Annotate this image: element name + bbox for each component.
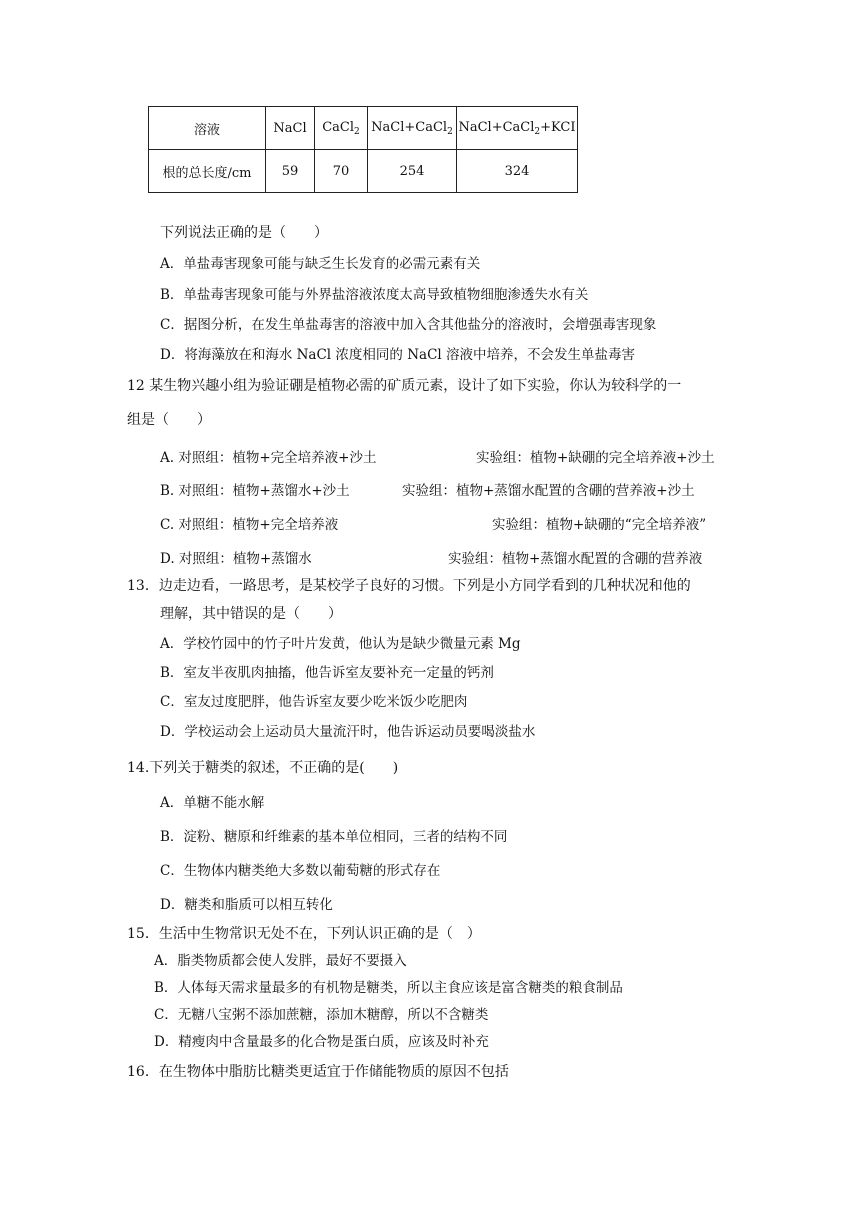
table-header-nacl-cacl2-kcl: NaCl+CaCl$_2$+KCI — [457, 107, 578, 150]
table-header-nacl: NaCl — [266, 107, 315, 150]
q13-stem-line1: 13．边走边看，一路思考，是某校学子良好的习惯。下列是小方同学看到的几种状况和他的 — [127, 578, 691, 594]
table-cell: 59 — [266, 150, 315, 193]
table-row-label: 根的总长度/cm — [149, 150, 266, 193]
table-header-nacl-cacl2: NaCl+CaCl$_2$ — [368, 107, 457, 150]
table-cell: 70 — [315, 150, 368, 193]
q15-option-c: C．无糖八宝粥不添加蔗糖，添加木糖醇，所以不含糖类 — [154, 1007, 489, 1023]
q12-option-d-experiment: 实验组：植物+蒸馏水配置的含硼的营养液 — [448, 551, 703, 567]
q12-option-a-control: A. 对照组：植物+完全培养液+沙土 — [160, 450, 377, 466]
q14-option-a: A．单糖不能水解 — [160, 795, 265, 811]
table-cell: 254 — [368, 150, 457, 193]
q12-option-c-control: C. 对照组：植物+完全培养液 — [160, 517, 339, 533]
q15-stem: 15．生活中生物常识无处不在，下列认识正确的是（ ） — [127, 926, 481, 942]
q13-option-b: B．室友半夜肌肉抽搐，他告诉室友要补充一定量的钙剂 — [160, 665, 494, 681]
q14-option-d: D．糖类和脂质可以相互转化 — [160, 897, 333, 913]
q16-stem: 16．在生物体中脂肪比糖类更适宜于作储能物质的原因不包括 — [127, 1064, 509, 1080]
q14-stem: 14.下列关于糖类的叙述，不正确的是( ) — [127, 760, 399, 776]
q13-option-a: A．学校竹园中的竹子叶片发黄，他认为是缺少微量元素 Mg — [160, 636, 521, 652]
q12-option-c-experiment: 实验组：植物+缺硼的“完全培养液” — [492, 517, 707, 533]
q11-option-b: B．单盐毒害现象可能与外界盐溶液浓度太高导致植物细胞渗透失水有关 — [160, 287, 589, 303]
table-header-label: 溶液 — [149, 107, 266, 150]
q12-stem-line1: 12 某生物兴趣小组为验证硼是植物必需的矿质元素，设计了如下实验，你认为较科学的一 — [127, 378, 682, 394]
q11-option-d: D．将海藻放在和海水 NaCl 浓度相同的 NaCl 溶液中培养，不会发生单盐毒害 — [160, 347, 636, 363]
table-header-cacl2: CaCl$_2$ — [315, 107, 368, 150]
q14-option-b: B．淀粉、糖原和纤维素的基本单位相同，三者的结构不同 — [160, 829, 508, 845]
q11-option-c: C．据图分析，在发生单盐毒害的溶液中加入含其他盐分的溶液时，会增强毒害现象 — [160, 317, 657, 333]
q12-option-b-experiment: 实验组：植物+蒸馏水配置的含硼的营养液+沙土 — [402, 483, 695, 499]
table-header-row — [149, 107, 578, 150]
q11-stem: 下列说法正确的是（ ） — [160, 225, 328, 241]
q12-stem-line2: 组是（ ） — [127, 412, 211, 428]
solution-root-length-table — [148, 106, 578, 193]
q12-option-a-experiment: 实验组：植物+缺硼的完全培养液+沙土 — [476, 450, 715, 466]
q13-option-d: D．学校运动会上运动员大量流汗时，他告诉运动员要喝淡盐水 — [160, 724, 536, 740]
q15-option-d: D．精瘦肉中含量最多的化合物是蛋白质，应该及时补充 — [154, 1034, 489, 1050]
table-cell: 324 — [457, 150, 578, 193]
q13-option-c: C．室友过度肥胖，他告诉室友要少吃米饭少吃肥肉 — [160, 694, 468, 710]
q12-option-b-control: B. 对照组：植物+蒸馏水+沙土 — [160, 483, 350, 499]
q11-option-a: A．单盐毒害现象可能与缺乏生长发育的必需元素有关 — [160, 256, 481, 272]
q14-option-c: C．生物体内糖类绝大多数以葡萄糖的形式存在 — [160, 863, 441, 879]
q15-option-b: B．人体每天需求量最多的有机物是糖类，所以主食应该是富含糖类的粮食制品 — [154, 980, 623, 996]
q13-stem-line2: 理解，其中错误的是（ ） — [160, 606, 342, 622]
table-row — [149, 150, 578, 193]
q15-option-a: A．脂类物质都会使人发胖，最好不要摄入 — [154, 953, 407, 969]
q12-option-d-control: D. 对照组：植物+蒸馏水 — [160, 551, 312, 567]
